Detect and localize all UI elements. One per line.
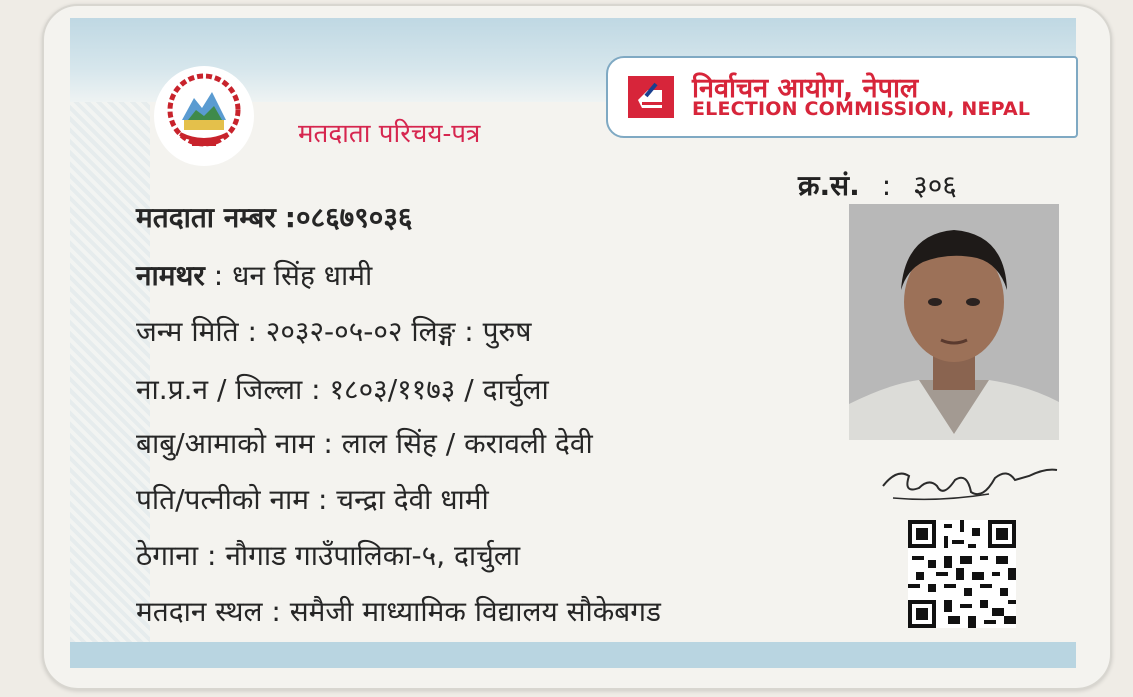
commission-name-nepali: निर्वाचन आयोग, नेपाल xyxy=(692,73,919,104)
serial-number xyxy=(798,166,957,204)
gender-label: लिङ्ग xyxy=(411,315,456,348)
address-label: ठेगाना xyxy=(136,539,199,572)
serial-sep: : xyxy=(881,169,892,202)
address-row xyxy=(136,536,520,574)
spouse-sep: : xyxy=(317,483,328,516)
spouse-label: पति/पत्नीको नाम xyxy=(136,483,310,516)
gender-value: पुरुष xyxy=(482,315,532,348)
dob-label: जन्म मिति xyxy=(136,315,239,348)
citizenship-label: ना.प्र.न / जिल्ला xyxy=(136,373,303,406)
parents-value: लाल सिंह / करावली देवी xyxy=(341,427,593,460)
polling-place-value: समैजी माध्यामिक विद्यालय सौकेबगड xyxy=(289,595,662,628)
voter-number-value: ०८६७९०३६ xyxy=(295,201,413,234)
gender-sep: : xyxy=(464,315,474,348)
name-label: नामथर xyxy=(136,259,205,292)
parents-label: बाबु/आमाको नाम xyxy=(136,427,315,460)
serial-label: क्र.सं. xyxy=(798,169,860,202)
citizenship-value: १८०३/११७३ / दार्चुला xyxy=(329,373,549,406)
address-sep: : xyxy=(206,539,217,572)
qr-code xyxy=(908,520,1016,628)
ballot-box-icon xyxy=(628,76,674,118)
citizenship-row xyxy=(136,370,549,408)
name-row xyxy=(136,256,372,294)
name-value: धन सिंह धामी xyxy=(232,259,373,292)
dob-value: २०३२-०५-०२ xyxy=(265,315,403,348)
bottom-band xyxy=(70,642,1076,668)
voter-number-label: मतदाता नम्बर xyxy=(136,201,276,234)
polling-place-row xyxy=(136,592,661,630)
parents-row xyxy=(136,424,593,462)
parents-sep: : xyxy=(323,427,333,460)
signature xyxy=(879,458,1069,514)
dob-sep: : xyxy=(247,315,257,348)
card-title: मतदाता परिचय-पत्र xyxy=(298,119,481,149)
serial-value: ३०६ xyxy=(913,169,957,202)
name-sep: : xyxy=(213,259,224,292)
voter-id-card xyxy=(42,4,1112,690)
spouse-row xyxy=(136,480,489,518)
address-value: नौगाड गाउँपालिका-५, दार्चुला xyxy=(225,539,521,572)
citizenship-sep: : xyxy=(311,373,321,406)
voter-number-sep: : xyxy=(284,201,296,234)
election-commission-banner xyxy=(606,56,1078,138)
polling-place-sep: : xyxy=(271,595,281,628)
holder-photo xyxy=(849,204,1059,440)
voter-number-row xyxy=(136,198,412,236)
polling-place-label: मतदान स्थल xyxy=(136,595,263,628)
nepal-emblem-icon xyxy=(154,66,254,166)
spouse-value: चन्द्रा देवी धामी xyxy=(336,483,489,516)
commission-name-english: ELECTION COMMISSION, NEPAL xyxy=(692,98,1031,120)
dob-gender-row xyxy=(136,312,531,350)
